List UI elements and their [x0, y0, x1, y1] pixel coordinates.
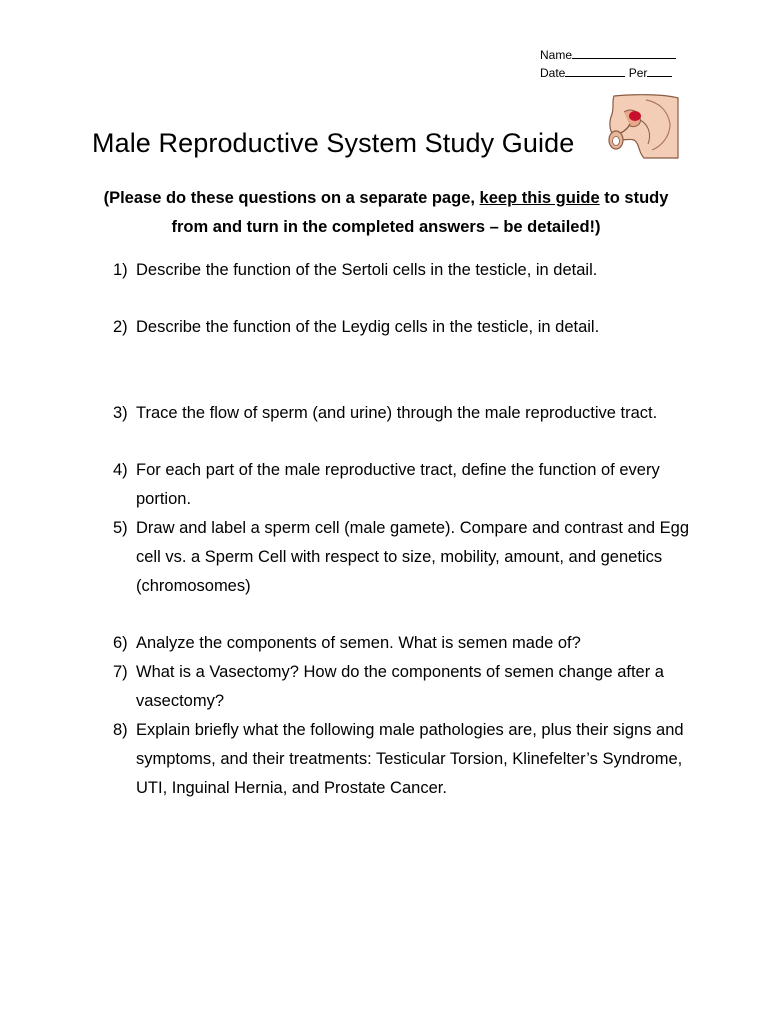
question-item	[113, 658, 713, 716]
question-text: Analyze the components of semen. What is semen made of?	[136, 634, 581, 652]
question-item	[113, 514, 713, 601]
question-text: What is a Vasectomy? How do the components of semen change after a vasectomy?	[136, 663, 664, 710]
date-label: Date	[540, 66, 566, 80]
question-number: 5)	[113, 519, 128, 537]
name-field	[540, 46, 676, 64]
question-text: Describe the function of the Leydig cells in the testicle, in detail.	[136, 318, 600, 336]
question-item	[113, 716, 713, 803]
question-text: Trace the flow of sperm (and urine) through the male reproductive tract.	[136, 404, 658, 422]
question-item	[113, 399, 713, 428]
instructions-part-2: to study from and turn in the completed answers – be detailed!)	[171, 189, 669, 236]
question-text: Draw and label a sperm cell (male gamete). Compare and contrast and Egg cell vs. a Sperm Cell with respect to size, mobility, amount, and genetics (chromosomes)	[136, 519, 690, 595]
question-text: For each part of the male reproductive tract, define the function of every portion.	[136, 461, 660, 508]
question-number: 7)	[113, 663, 128, 681]
date-blank	[565, 66, 625, 77]
page-title: Male Reproductive System Study Guide	[92, 128, 575, 158]
question-number: 8)	[113, 721, 128, 739]
instructions-part-1: (Please do these questions on a separate page,	[103, 189, 480, 207]
question-text: Describe the function of the Sertoli cells in the testicle, in detail.	[136, 261, 598, 279]
question-number: 3)	[113, 404, 128, 422]
question-number: 4)	[113, 461, 128, 479]
anatomy-illustration-icon	[604, 94, 680, 160]
question-item	[113, 313, 713, 342]
name-blank	[572, 48, 676, 59]
question-number: 1)	[113, 261, 128, 279]
question-text: Explain briefly what the following male pathologies are, plus their signs and symptoms, and their treatments: Testicular Torsion, Klinefelter’s Syndrome, UTI, Inguinal Hernia, and Prostate Cancer.	[136, 721, 684, 797]
student-info-fields	[540, 46, 676, 82]
per-blank	[647, 66, 672, 77]
question-item	[113, 456, 713, 514]
question-item	[113, 629, 713, 658]
question-item	[113, 256, 713, 285]
per-label: Per	[628, 66, 648, 80]
question-number: 6)	[113, 634, 128, 652]
question-list	[113, 256, 713, 803]
instructions-text	[96, 184, 676, 242]
instructions-underlined: keep this guide	[479, 189, 600, 207]
question-number: 2)	[113, 318, 128, 336]
date-per-field	[540, 64, 676, 82]
name-label: Name	[540, 48, 573, 62]
